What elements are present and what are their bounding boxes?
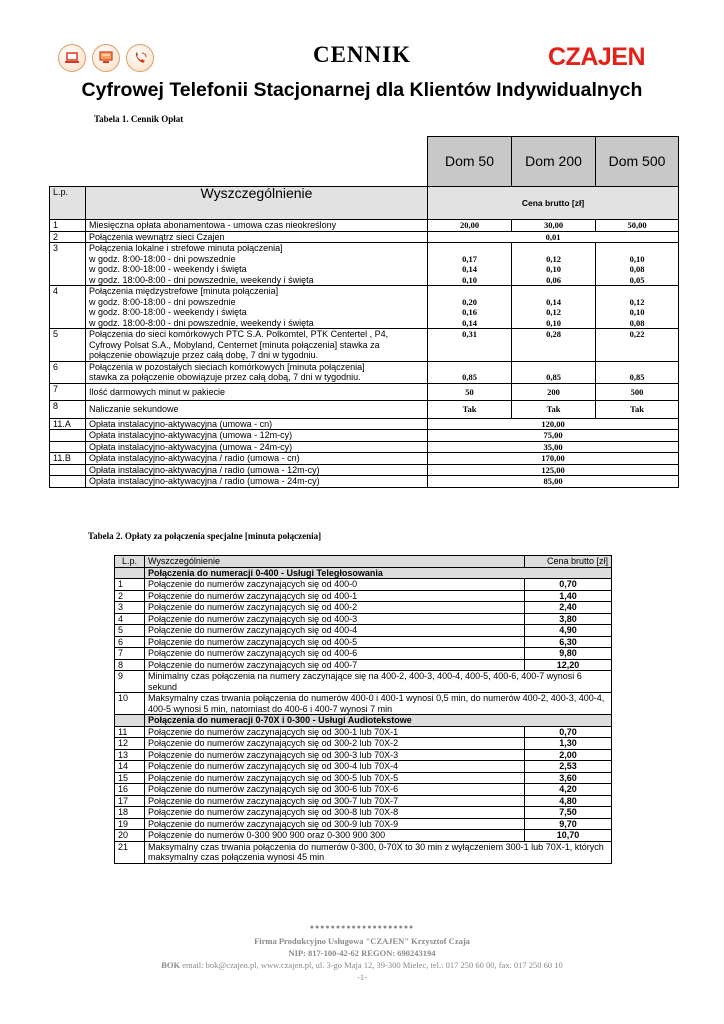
table-row: [115, 726, 612, 738]
footer-company: Firma Produkcyjno Usługowa "CZAJEN" Krzysztof Czaja: [254, 936, 470, 946]
row-description: [86, 243, 428, 286]
row-price: 0,70: [525, 726, 612, 738]
price-value: 0,10: [629, 307, 645, 317]
table-row: [115, 761, 612, 773]
price-value: 0,17: [462, 253, 477, 264]
row-price: 120,00: [428, 418, 679, 430]
note-lp: 21: [115, 841, 145, 863]
row-description: Opłata instalacyjno-aktywacyjna (umowa - 12m-cy): [86, 430, 428, 442]
price-dom200: [512, 286, 596, 329]
plan-dom500-header: Dom 500: [596, 137, 679, 187]
description-line: w godz. 8:00-18:00 - dni powszednie: [89, 253, 236, 264]
row-description: Opłata instalacyjno-aktywacyjna / radio (umowa - 12m-cy): [86, 464, 428, 476]
row-description: Połączenie do numerów zaczynających się od 400-0: [145, 579, 525, 591]
row-lp: 17: [115, 795, 145, 807]
row-lp: 6: [115, 636, 145, 648]
note-text: Maksymalny czas trwania połączenia do numerów 0-300, 0-70X to 30 min z wyłączeniem 300-1 lub 70X-1, których maksymalny czas połączenia wynosi 45 min: [145, 841, 612, 863]
price-value: 50,00: [627, 220, 647, 230]
footer-contact-text: email: bok@czajen.pl, www.czajen.pl, ul. 3-go Maja 12, 39-300 Mielec, tel.: 017 250 60 00, fax. 017 250 60 10: [180, 960, 563, 970]
install-fee-row: [50, 441, 679, 453]
description-line: w godz. 18:00-8:00 - dni powszednie, weekendy i święta: [89, 274, 314, 285]
price-value: 0,12: [546, 307, 561, 317]
price-dom200: [512, 361, 596, 383]
description-line: Połączenia lokalne i strefowe minuta połączenia]: [89, 243, 283, 253]
price-value: 200: [547, 386, 560, 397]
row-lp: 16: [115, 784, 145, 796]
row-description: [86, 401, 428, 419]
table-row: [115, 818, 612, 830]
table-row: [115, 648, 612, 660]
row-lp: 1: [50, 220, 86, 232]
price-value: 0,28: [546, 329, 561, 339]
price-dom500: [596, 361, 679, 383]
price-value: 0,14: [462, 264, 477, 274]
table-row: [115, 772, 612, 784]
row-lp: [50, 430, 86, 442]
price-value: 0,16: [462, 307, 477, 317]
install-fee-row: [50, 476, 679, 488]
description-line: w godz. 18:00-8:00 - dni powszednie, weekendy i święta: [89, 317, 314, 328]
note-lp: 10: [115, 693, 145, 715]
footer-divider: ●●●●●●●●●●●●●●●●●●●●: [309, 924, 415, 931]
row-lp: 2: [115, 590, 145, 602]
row-description: Połączenie do numerów zaczynających się od 400-1: [145, 590, 525, 602]
price-value: 0,05: [629, 274, 645, 285]
table-row: [50, 401, 679, 419]
price-value: 0,12: [629, 296, 645, 307]
row-description: Połączenie do numerów zaczynających się od 300-7 lub 70X-7: [145, 795, 525, 807]
row-description: Połączenie do numerów zaczynających się od 400-2: [145, 602, 525, 614]
footer-nip: NIP: 817-100-42-62 REGON: 690243194: [288, 948, 436, 958]
price-value: 0,12: [546, 253, 561, 264]
price-dom200: [512, 329, 596, 362]
table-row: [50, 361, 679, 383]
row-description: [86, 286, 428, 329]
company-logo: CZAJEN: [548, 43, 646, 71]
table-row: [115, 738, 612, 750]
price-value: 0,85: [462, 372, 477, 382]
install-fee-row: [50, 418, 679, 430]
row-lp: 18: [115, 807, 145, 819]
price-value: [431, 362, 508, 373]
row-price: 125,00: [428, 464, 679, 476]
row-description: [86, 383, 428, 401]
row-description: Opłata instalacyjno-aktywacyjna (umowa - cn): [86, 418, 428, 430]
table-row: [115, 613, 612, 625]
row-lp: 11.B: [50, 453, 86, 465]
table-row: [115, 807, 612, 819]
price-dom500: [596, 220, 679, 232]
row-description: Opłata instalacyjno-aktywacyjna (umowa - 24m-cy): [86, 441, 428, 453]
row-lp: 3: [50, 243, 86, 286]
note-text: Minimalny czas połączenia na numery zaczynające się na 400-2, 400-3, 400-4, 400-5, 400-6, 400-7 wynosi 6 sekund: [145, 671, 612, 693]
price-dom50: [428, 329, 512, 362]
description-line: w godz. 8:00-18:00 - weekendy i święta: [89, 307, 247, 317]
description-line: Ilość darmowych minut w pakiecie: [89, 386, 226, 397]
row-lp: 3: [115, 602, 145, 614]
row-lp: 14: [115, 761, 145, 773]
price-dom50: [428, 383, 512, 401]
price-value: 50: [465, 386, 474, 397]
description-line: Połączenia międzystrefowe [minuta połączenia]: [89, 286, 279, 296]
table-row: [115, 795, 612, 807]
price-dom50: [428, 286, 512, 329]
table-row: [115, 602, 612, 614]
price-value: 0,14: [462, 317, 477, 328]
row-price: 85,00: [428, 476, 679, 488]
row-price: 3,80: [525, 613, 612, 625]
install-fee-row: [50, 430, 679, 442]
row-lp: 11.A: [50, 418, 86, 430]
row-description: Połączenie do numerów zaczynających się od 300-4 lub 70X-4: [145, 761, 525, 773]
description-line: Połączenia w pozostałych sieciach komórkowych [minuta połączenia]: [89, 361, 365, 372]
description-line: stawka za połączenie obowiązuje przez całą dobą, 7 dni w tygodniu.: [89, 372, 361, 382]
page-number: -1-: [357, 972, 367, 982]
note-lp: 9: [115, 671, 145, 693]
price-dom200: [512, 383, 596, 401]
price-dom50: [428, 401, 512, 419]
row-description: Połączenie do numerów zaczynających się od 300-9 lub 70X-9: [145, 818, 525, 830]
row-price: 2,53: [525, 761, 612, 773]
price-value: [515, 362, 592, 373]
table-row: [50, 383, 679, 401]
row-description: Połączenie do numerów zaczynających się od 300-8 lub 70X-8: [145, 807, 525, 819]
price-value: Tak: [546, 404, 561, 414]
row-price: 9,80: [525, 648, 612, 660]
row-description: [86, 329, 428, 362]
table-row: [50, 286, 679, 329]
price-value: 0,08: [629, 264, 645, 274]
description-line: Połączenia wewnątrz sieci Czajen: [89, 231, 225, 242]
row-price: 1,40: [525, 590, 612, 602]
price-header: Cena brutto [zł]: [525, 556, 612, 568]
table1-caption: Tabela 1. Cennik Opłat: [94, 114, 184, 124]
price-dom200: [512, 220, 596, 232]
table-row: [115, 784, 612, 796]
table2-caption: Tabela 2. Opłaty za połączenia specjalne [minuta połączenia]: [88, 531, 322, 541]
row-price: 1,30: [525, 738, 612, 750]
price-value: 500: [630, 386, 644, 397]
row-lp: 7: [115, 648, 145, 660]
row-description: [86, 220, 428, 232]
row-lp: 5: [115, 625, 145, 637]
row-price: 0,70: [525, 579, 612, 591]
row-lp: [50, 464, 86, 476]
price-dom500: [596, 286, 679, 329]
note-text: Maksymalny czas trwania połączenia do numerów 400-0 i 400-1 wynosi 0,5 min, do numerów 400-2, 400-3, 400-4, 400-5 wynosi 5 min, natomiast do 400-6 i 400-7 wynosi 7 min: [145, 693, 612, 715]
row-lp: 4: [50, 286, 86, 329]
row-description: Opłata instalacyjno-aktywacyjna / radio (umowa - cn): [86, 453, 428, 465]
table-row: [115, 636, 612, 648]
row-lp: 8: [115, 659, 145, 671]
row-description: Połączenie do numerów zaczynających się od 400-7: [145, 659, 525, 671]
price-value: 0,14: [546, 296, 561, 307]
row-description: Połączenie do numerów zaczynających się od 400-5: [145, 636, 525, 648]
price-value: 20,00: [459, 220, 480, 230]
price-dom500: [596, 329, 679, 362]
row-description: Opłata instalacyjno-aktywacyjna / radio (umowa - 24m-cy): [86, 476, 428, 488]
row-lp: 6: [50, 361, 86, 383]
price-value: [599, 243, 675, 254]
lp-header: L.p.: [50, 187, 86, 220]
price-value: [515, 243, 592, 254]
price-header: Cena brutto [zł]: [428, 187, 679, 220]
footer-contact: [0, 960, 724, 970]
row-description: Połączenie do numerów zaczynających się od 400-4: [145, 625, 525, 637]
description-line: w godz. 8:00-18:00 - weekendy i święta: [89, 264, 247, 274]
row-lp: 20: [115, 830, 145, 842]
lp-header: L.p.: [115, 556, 145, 568]
row-price: 3,60: [525, 772, 612, 784]
price-value: [599, 362, 675, 373]
price-value: 0,20: [462, 296, 477, 307]
row-price: 12,20: [525, 659, 612, 671]
description-line: połączenie obowiązuje przez całą dobę, 7 dni w tygodniu.: [89, 350, 319, 360]
row-price: 6,30: [525, 636, 612, 648]
price-value: 0,85: [629, 372, 645, 382]
row-lp: 2: [50, 231, 86, 243]
row-description: [86, 361, 428, 383]
row-price: 7,50: [525, 807, 612, 819]
price-value: 0,10: [546, 264, 561, 274]
row-description: Połączenie do numerów zaczynających się od 300-2 lub 70X-2: [145, 738, 525, 750]
row-description: Połączenie do numerów zaczynających się od 400-3: [145, 613, 525, 625]
table-row: [50, 329, 679, 362]
table-row: [115, 590, 612, 602]
description-line: Cyfrowy Polsat S.A., Mobyland, Centernet [minuta połączenia] stawka za: [89, 339, 380, 350]
table-row: [50, 231, 679, 243]
row-description: Połączenie do numerów zaczynających się od 300-6 lub 70X-6: [145, 784, 525, 796]
row-price: 0,01: [428, 231, 679, 243]
row-lp: 8: [50, 401, 86, 419]
price-value: 0,10: [546, 317, 561, 328]
section-header: Połączenia do numeracji 0-400 - Usługi Teległosowania: [145, 567, 612, 579]
install-fee-row: [50, 453, 679, 465]
row-price: 4,80: [525, 795, 612, 807]
row-lp: [50, 441, 86, 453]
row-lp: 1: [115, 579, 145, 591]
special-calls-table: [114, 555, 612, 864]
table-row: [115, 659, 612, 671]
row-description: [86, 231, 428, 243]
row-lp: 7: [50, 383, 86, 401]
row-lp: [50, 476, 86, 488]
table-row: [115, 625, 612, 637]
price-value: 0,10: [462, 274, 477, 285]
table-row: [115, 579, 612, 591]
row-price: 10,70: [525, 830, 612, 842]
price-dom50: [428, 243, 512, 286]
price-value: [515, 286, 592, 297]
footer-bok-label: BOK: [161, 960, 181, 970]
row-price: 4,20: [525, 784, 612, 796]
price-dom200: [512, 243, 596, 286]
price-dom500: [596, 383, 679, 401]
row-description: Połączenie do numerów 0-300 900 900 oraz 0-300 900 300: [145, 830, 525, 842]
row-price: 170,00: [428, 453, 679, 465]
price-value: 0,10: [629, 253, 645, 264]
price-value: Tak: [462, 404, 477, 414]
section-header: Połączenia do numeracji 0-70X i 0-300 - Usługi Audiotekstowe: [145, 715, 612, 727]
price-value: Tak: [630, 404, 644, 414]
row-description: Połączenie do numerów zaczynających się od 300-5 lub 70X-5: [145, 772, 525, 784]
install-fee-row: [50, 464, 679, 476]
row-lp: 11: [115, 726, 145, 738]
row-price: 75,00: [428, 430, 679, 442]
row-description: Połączenie do numerów zaczynających się od 300-1 lub 70X-1: [145, 726, 525, 738]
row-price: 35,00: [428, 441, 679, 453]
price-dom500: [596, 243, 679, 286]
description-line: w godz. 8:00-18:00 - dni powszednie: [89, 296, 236, 307]
price-value: 0,22: [629, 329, 645, 339]
desc-header: Wyszczególnienie: [145, 556, 525, 568]
row-lp: 5: [50, 329, 86, 362]
price-dom500: [596, 401, 679, 419]
price-value: 0,08: [629, 317, 645, 328]
page-subtitle: Cyfrowej Telefonii Stacjonarnej dla Klientów Indywidualnych: [81, 79, 643, 101]
price-table: [49, 136, 679, 488]
price-value: [599, 286, 675, 297]
row-description: Połączenie do numerów zaczynających się od 300-3 lub 70X-3: [145, 749, 525, 761]
table-row: [115, 749, 612, 761]
price-dom50: [428, 361, 512, 383]
plan-dom200-header: Dom 200: [512, 137, 596, 187]
table-row: [50, 220, 679, 232]
desc-header: Wyszczególnienie: [86, 187, 428, 220]
row-description: Połączenie do numerów zaczynających się od 400-6: [145, 648, 525, 660]
price-value: [431, 243, 508, 254]
price-value: 30,00: [543, 220, 564, 230]
price-dom200: [512, 401, 596, 419]
plan-dom50-header: Dom 50: [428, 137, 512, 187]
table-row: [115, 830, 612, 842]
price-value: 0,85: [546, 372, 561, 382]
row-price: 4,90: [525, 625, 612, 637]
row-lp: 12: [115, 738, 145, 750]
table-row: [50, 243, 679, 286]
row-lp: 13: [115, 749, 145, 761]
price-value: [431, 286, 508, 297]
row-lp: 19: [115, 818, 145, 830]
row-price: 2,00: [525, 749, 612, 761]
price-value: 0,31: [462, 329, 477, 339]
row-price: 9,70: [525, 818, 612, 830]
row-lp: 15: [115, 772, 145, 784]
description-line: Naliczanie sekundowe: [89, 404, 179, 414]
page-title: CENNIK: [312, 42, 411, 67]
row-price: 2,40: [525, 602, 612, 614]
description-line: Miesięczna opłata abonamentowa - umowa czas nieokreślony: [89, 220, 337, 230]
description-line: Połączenia do sieci komórkowych PTC S.A. Polkomtel, PTK Centertel , P4,: [89, 329, 389, 339]
price-dom50: [428, 220, 512, 232]
row-lp: 4: [115, 613, 145, 625]
price-value: 0,06: [546, 274, 561, 285]
